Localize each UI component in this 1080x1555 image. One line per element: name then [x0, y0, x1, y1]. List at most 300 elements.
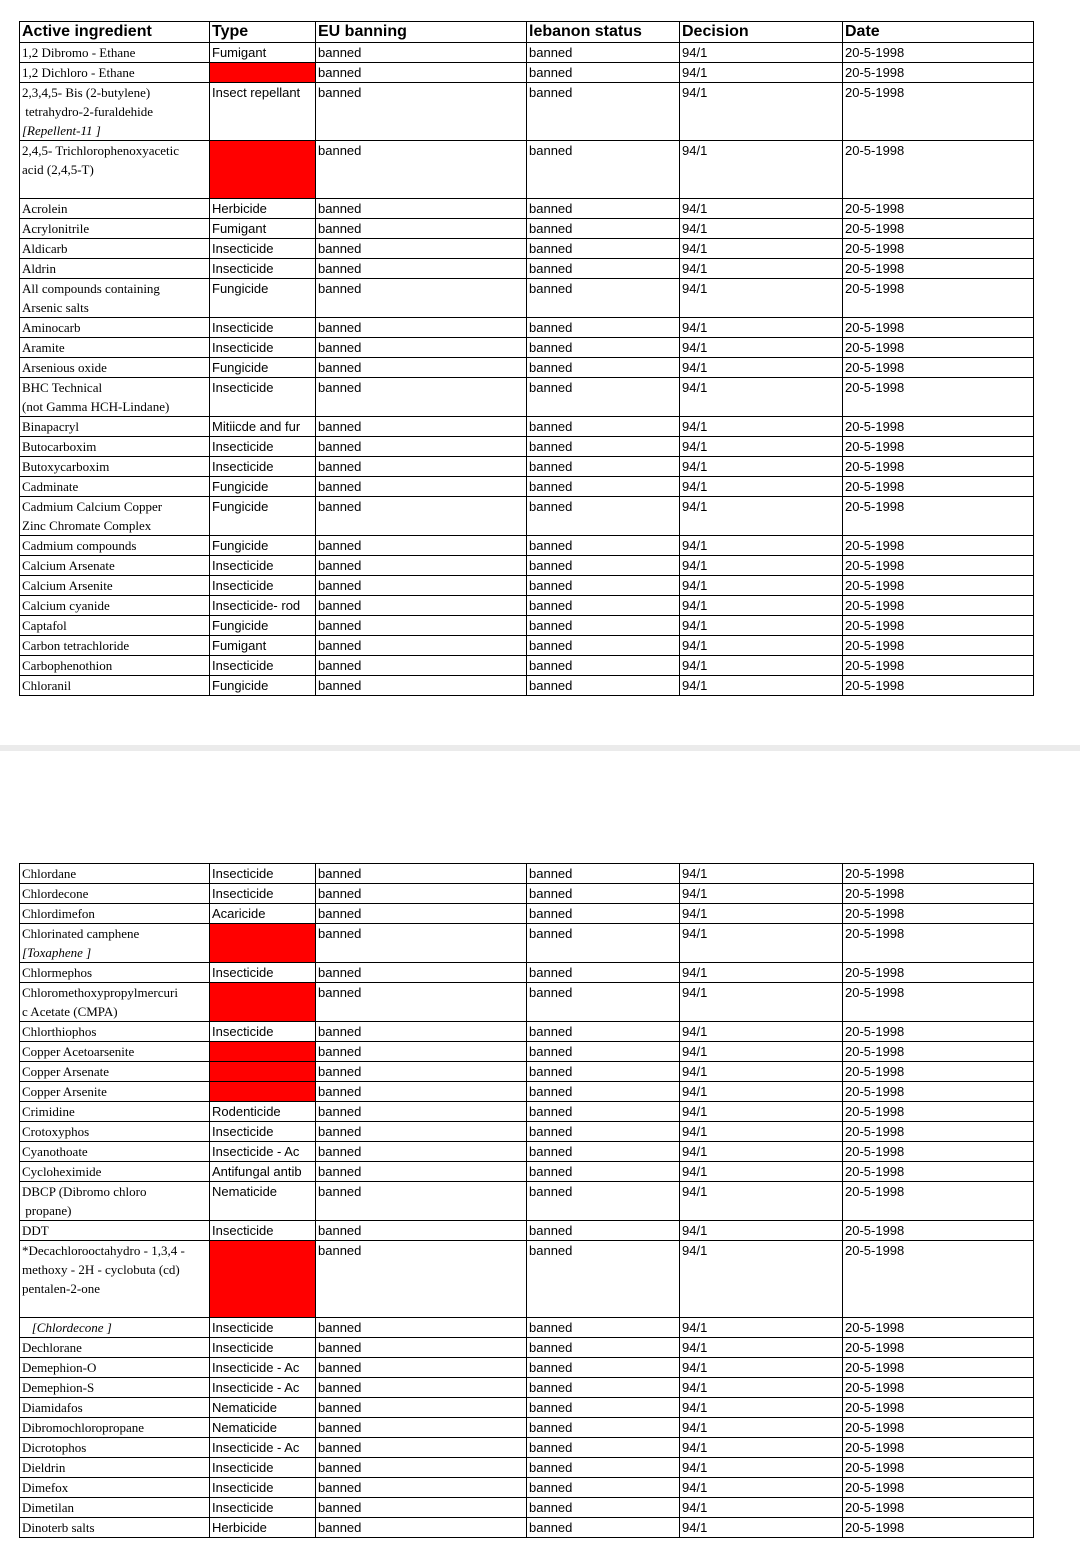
ingredient-line: Chlormephos — [22, 965, 93, 980]
cell-eu-banning: banned — [316, 43, 527, 63]
cell-date: 20-5-1998 — [843, 924, 1034, 963]
cell-date: 20-5-1998 — [843, 1438, 1034, 1458]
cell-eu-banning: banned — [316, 576, 527, 596]
cell-active-ingredient — [20, 864, 210, 884]
cell-eu-banning: banned — [316, 864, 527, 884]
cell-type: Mitiicde and fur — [210, 417, 316, 437]
table-row — [20, 358, 1034, 378]
cell-lebanon-status: banned — [527, 1338, 680, 1358]
table-row — [20, 1142, 1034, 1162]
cell-active-ingredient — [20, 636, 210, 656]
cell-type: Nematicide — [210, 1182, 316, 1221]
cell-type — [210, 1062, 316, 1082]
table-row — [20, 1082, 1034, 1102]
cell-lebanon-status: banned — [527, 1162, 680, 1182]
cell-type: Insecticide — [210, 884, 316, 904]
ingredient-line: Chloranil — [22, 678, 72, 693]
cell-type: Insecticide — [210, 457, 316, 477]
cell-eu-banning: banned — [316, 1062, 527, 1082]
ingredient-line: Aminocarb — [22, 320, 81, 335]
ingredient-line: Carbophenothion — [22, 658, 113, 673]
cell-active-ingredient — [20, 318, 210, 338]
cell-active-ingredient — [20, 378, 210, 417]
cell-lebanon-status: banned — [527, 884, 680, 904]
ingredient-line: Captafol — [22, 618, 67, 633]
cell-date: 20-5-1998 — [843, 141, 1034, 199]
table-row — [20, 437, 1034, 457]
cell-eu-banning: banned — [316, 1142, 527, 1162]
cell-date: 20-5-1998 — [843, 1398, 1034, 1418]
cell-decision: 94/1 — [680, 636, 843, 656]
ingredient-line: Dinoterb salts — [22, 1520, 95, 1535]
cell-decision: 94/1 — [680, 1162, 843, 1182]
cell-type: Insecticide — [210, 1318, 316, 1338]
cell-active-ingredient — [20, 1358, 210, 1378]
cell-decision: 94/1 — [680, 1022, 843, 1042]
cell-active-ingredient — [20, 259, 210, 279]
cell-eu-banning: banned — [316, 656, 527, 676]
cell-type: Fumigant — [210, 43, 316, 63]
cell-active-ingredient — [20, 676, 210, 696]
cell-decision: 94/1 — [680, 219, 843, 239]
cell-decision: 94/1 — [680, 1241, 843, 1318]
cell-type — [210, 924, 316, 963]
table-row — [20, 864, 1034, 884]
cell-active-ingredient — [20, 1438, 210, 1458]
cell-date: 20-5-1998 — [843, 656, 1034, 676]
cell-eu-banning: banned — [316, 83, 527, 141]
cell-eu-banning: banned — [316, 199, 527, 219]
cell-decision: 94/1 — [680, 1498, 843, 1518]
cell-date: 20-5-1998 — [843, 1378, 1034, 1398]
cell-active-ingredient — [20, 596, 210, 616]
ingredient-line: 1,2 Dichloro - Ethane — [22, 65, 135, 80]
header-date: Date — [843, 22, 1034, 43]
cell-date: 20-5-1998 — [843, 199, 1034, 219]
table-row — [20, 904, 1034, 924]
ingredient-line: Butocarboxim — [22, 439, 97, 454]
cell-date: 20-5-1998 — [843, 616, 1034, 636]
cell-type: Insecticide — [210, 1022, 316, 1042]
ingredient-line: Dieldrin — [22, 1460, 66, 1475]
cell-eu-banning: banned — [316, 1022, 527, 1042]
ingredient-line: Cycloheximide — [22, 1164, 102, 1179]
cell-decision: 94/1 — [680, 924, 843, 963]
ingredient-line: Aldrin — [22, 261, 56, 276]
cell-date: 20-5-1998 — [843, 1162, 1034, 1182]
cell-lebanon-status: banned — [527, 1102, 680, 1122]
cell-eu-banning: banned — [316, 1378, 527, 1398]
ingredient-line: Chlordimefon — [22, 906, 95, 921]
cell-decision: 94/1 — [680, 1182, 843, 1221]
cell-lebanon-status: banned — [527, 904, 680, 924]
cell-decision: 94/1 — [680, 1318, 843, 1338]
cell-decision: 94/1 — [680, 83, 843, 141]
cell-date: 20-5-1998 — [843, 1182, 1034, 1221]
cell-eu-banning: banned — [316, 477, 527, 497]
cell-decision: 94/1 — [680, 864, 843, 884]
cell-eu-banning: banned — [316, 358, 527, 378]
cell-eu-banning: banned — [316, 417, 527, 437]
cell-type: Fungicide — [210, 358, 316, 378]
cell-lebanon-status: banned — [527, 1221, 680, 1241]
cell-eu-banning: banned — [316, 676, 527, 696]
cell-lebanon-status: banned — [527, 536, 680, 556]
ingredient-line: Copper Arsenate — [22, 1064, 110, 1079]
cell-active-ingredient — [20, 338, 210, 358]
ingredient-line: 2,4,5- Trichlorophenoxyacetic — [22, 143, 180, 158]
cell-decision: 94/1 — [680, 437, 843, 457]
cell-date: 20-5-1998 — [843, 358, 1034, 378]
table-row — [20, 1062, 1034, 1082]
cell-type: Insecticide — [210, 259, 316, 279]
cell-date: 20-5-1998 — [843, 1518, 1034, 1538]
cell-decision: 94/1 — [680, 904, 843, 924]
header-lebanon-status: lebanon status — [527, 22, 680, 43]
cell-date: 20-5-1998 — [843, 437, 1034, 457]
cell-type: Insecticide - Ac — [210, 1438, 316, 1458]
cell-date: 20-5-1998 — [843, 378, 1034, 417]
cell-active-ingredient — [20, 1042, 210, 1062]
table-row — [20, 1241, 1034, 1318]
cell-lebanon-status: banned — [527, 497, 680, 536]
table-row — [20, 43, 1034, 63]
table-row — [20, 1122, 1034, 1142]
table-row — [20, 963, 1034, 983]
table-row — [20, 497, 1034, 536]
cell-active-ingredient — [20, 1418, 210, 1438]
cell-active-ingredient — [20, 1458, 210, 1478]
cell-lebanon-status: banned — [527, 924, 680, 963]
cell-lebanon-status: banned — [527, 1042, 680, 1062]
cell-eu-banning: banned — [316, 1338, 527, 1358]
cell-date: 20-5-1998 — [843, 1122, 1034, 1142]
cell-decision: 94/1 — [680, 1438, 843, 1458]
cell-type: Insecticide — [210, 576, 316, 596]
table-row — [20, 279, 1034, 318]
cell-active-ingredient — [20, 457, 210, 477]
ingredient-line: [Chlordecone ] — [22, 1320, 112, 1335]
cell-eu-banning: banned — [316, 497, 527, 536]
table-row — [20, 83, 1034, 141]
cell-lebanon-status: banned — [527, 199, 680, 219]
cell-eu-banning: banned — [316, 1418, 527, 1438]
cell-date: 20-5-1998 — [843, 1082, 1034, 1102]
ingredient-line: Demephion-O — [22, 1360, 97, 1375]
cell-active-ingredient — [20, 1241, 210, 1318]
cell-date: 20-5-1998 — [843, 1241, 1034, 1318]
cell-active-ingredient — [20, 1122, 210, 1142]
cell-active-ingredient — [20, 219, 210, 239]
cell-lebanon-status: banned — [527, 1241, 680, 1318]
table-row — [20, 576, 1034, 596]
cell-lebanon-status: banned — [527, 576, 680, 596]
cell-eu-banning: banned — [316, 1518, 527, 1538]
ingredient-line: propane) — [22, 1203, 72, 1218]
pesticide-table-page-1 — [19, 21, 1034, 696]
ingredient-line: Dibromochloropropane — [22, 1420, 145, 1435]
cell-decision: 94/1 — [680, 378, 843, 417]
cell-date: 20-5-1998 — [843, 43, 1034, 63]
cell-lebanon-status: banned — [527, 1182, 680, 1221]
ingredient-line: Arsenic salts — [22, 300, 89, 315]
cell-type: Insecticide — [210, 1221, 316, 1241]
cell-type: Insecticide — [210, 1122, 316, 1142]
ingredient-line: (not Gamma HCH-Lindane) — [22, 399, 170, 414]
ingredient-line: Chlorinated camphene — [22, 926, 140, 941]
cell-date: 20-5-1998 — [843, 676, 1034, 696]
cell-decision: 94/1 — [680, 884, 843, 904]
cell-date: 20-5-1998 — [843, 239, 1034, 259]
cell-date: 20-5-1998 — [843, 1022, 1034, 1042]
pesticide-table-page-2 — [19, 863, 1034, 1538]
table-row — [20, 596, 1034, 616]
cell-lebanon-status: banned — [527, 338, 680, 358]
cell-type — [210, 983, 316, 1022]
cell-date: 20-5-1998 — [843, 636, 1034, 656]
table-row — [20, 1438, 1034, 1458]
cell-date: 20-5-1998 — [843, 417, 1034, 437]
cell-lebanon-status: banned — [527, 1022, 680, 1042]
ingredient-line: Dechlorane — [22, 1340, 82, 1355]
cell-date: 20-5-1998 — [843, 1498, 1034, 1518]
cell-active-ingredient — [20, 239, 210, 259]
ingredient-line: Demephion-S — [22, 1380, 95, 1395]
cell-eu-banning: banned — [316, 63, 527, 83]
cell-active-ingredient — [20, 1318, 210, 1338]
cell-type: Fungicide — [210, 616, 316, 636]
cell-active-ingredient — [20, 1082, 210, 1102]
cell-eu-banning: banned — [316, 457, 527, 477]
ingredient-line: Dicrotophos — [22, 1440, 87, 1455]
cell-lebanon-status: banned — [527, 1398, 680, 1418]
cell-type: Fumigant — [210, 219, 316, 239]
cell-type: Insecticide — [210, 1498, 316, 1518]
cell-type: Fungicide — [210, 676, 316, 696]
cell-eu-banning: banned — [316, 616, 527, 636]
cell-type: Insecticide — [210, 556, 316, 576]
ingredient-line: Acrolein — [22, 201, 68, 216]
cell-type: Herbicide — [210, 1518, 316, 1538]
cell-active-ingredient — [20, 1378, 210, 1398]
table-row — [20, 1478, 1034, 1498]
cell-eu-banning: banned — [316, 1478, 527, 1498]
cell-eu-banning: banned — [316, 1438, 527, 1458]
table-row — [20, 636, 1034, 656]
cell-lebanon-status: banned — [527, 1062, 680, 1082]
ingredient-line: Cadmium compounds — [22, 538, 137, 553]
cell-decision: 94/1 — [680, 656, 843, 676]
table-row — [20, 338, 1034, 358]
cell-lebanon-status: banned — [527, 1358, 680, 1378]
cell-eu-banning: banned — [316, 1162, 527, 1182]
cell-active-ingredient — [20, 199, 210, 219]
cell-date: 20-5-1998 — [843, 1142, 1034, 1162]
ingredient-line: Chlordecone — [22, 886, 89, 901]
table-row — [20, 219, 1034, 239]
ingredient-line: [Repellent-11 ] — [22, 123, 101, 138]
cell-decision: 94/1 — [680, 1378, 843, 1398]
cell-eu-banning: banned — [316, 1221, 527, 1241]
cell-lebanon-status: banned — [527, 1318, 680, 1338]
cell-date: 20-5-1998 — [843, 983, 1034, 1022]
cell-type: Insecticide — [210, 1478, 316, 1498]
cell-lebanon-status: banned — [527, 676, 680, 696]
cell-date: 20-5-1998 — [843, 1458, 1034, 1478]
cell-eu-banning: banned — [316, 378, 527, 417]
cell-active-ingredient — [20, 983, 210, 1022]
cell-lebanon-status: banned — [527, 43, 680, 63]
ingredient-line: Cadminate — [22, 479, 79, 494]
cell-type: Insecticide — [210, 864, 316, 884]
cell-date: 20-5-1998 — [843, 1102, 1034, 1122]
cell-date: 20-5-1998 — [843, 477, 1034, 497]
ingredient-line: Calcium Arsenite — [22, 578, 113, 593]
cell-eu-banning: banned — [316, 904, 527, 924]
cell-date: 20-5-1998 — [843, 63, 1034, 83]
cell-decision: 94/1 — [680, 1518, 843, 1538]
cell-eu-banning: banned — [316, 1398, 527, 1418]
cell-type: Insecticide — [210, 1458, 316, 1478]
spreadsheet-page-1 — [0, 0, 1080, 745]
header-decision: Decision — [680, 22, 843, 43]
cell-decision: 94/1 — [680, 318, 843, 338]
cell-lebanon-status: banned — [527, 596, 680, 616]
cell-type: Insect repellant — [210, 83, 316, 141]
cell-date: 20-5-1998 — [843, 1418, 1034, 1438]
cell-decision: 94/1 — [680, 1082, 843, 1102]
cell-eu-banning: banned — [316, 1182, 527, 1221]
cell-decision: 94/1 — [680, 1122, 843, 1142]
table-row — [20, 1102, 1034, 1122]
ingredient-line: 1,2 Dibromo - Ethane — [22, 45, 136, 60]
ingredient-line: DDT — [22, 1223, 49, 1238]
cell-lebanon-status: banned — [527, 1498, 680, 1518]
table-row — [20, 378, 1034, 417]
cell-lebanon-status: banned — [527, 636, 680, 656]
cell-decision: 94/1 — [680, 477, 843, 497]
cell-eu-banning: banned — [316, 1458, 527, 1478]
table-row — [20, 676, 1034, 696]
header-row — [20, 22, 1034, 43]
cell-active-ingredient — [20, 616, 210, 636]
cell-decision: 94/1 — [680, 1221, 843, 1241]
header-eu-banning: EU banning — [316, 22, 527, 43]
cell-date: 20-5-1998 — [843, 536, 1034, 556]
ingredient-line: Butoxycarboxim — [22, 459, 110, 474]
cell-eu-banning: banned — [316, 536, 527, 556]
cell-decision: 94/1 — [680, 497, 843, 536]
table-row — [20, 1518, 1034, 1538]
cell-decision: 94/1 — [680, 983, 843, 1022]
cell-active-ingredient — [20, 437, 210, 457]
table-row — [20, 616, 1034, 636]
cell-eu-banning: banned — [316, 437, 527, 457]
table-row — [20, 239, 1034, 259]
cell-eu-banning: banned — [316, 239, 527, 259]
cell-lebanon-status: banned — [527, 259, 680, 279]
table-row — [20, 259, 1034, 279]
cell-decision: 94/1 — [680, 417, 843, 437]
ingredient-line: acid (2,4,5-T) — [22, 162, 94, 177]
ingredient-line: Crimidine — [22, 1104, 75, 1119]
cell-type — [210, 1241, 316, 1318]
cell-lebanon-status: banned — [527, 417, 680, 437]
ingredient-line: tetrahydro-2-furaldehide — [22, 104, 154, 119]
ingredient-line: 2,3,4,5- Bis (2-butylene) — [22, 85, 151, 100]
ingredient-line: Acrylonitrile — [22, 221, 90, 236]
cell-lebanon-status: banned — [527, 1142, 680, 1162]
cell-date: 20-5-1998 — [843, 884, 1034, 904]
ingredient-line: Copper Acetoarsenite — [22, 1044, 135, 1059]
ingredient-line: c Acetate (CMPA) — [22, 1004, 118, 1019]
cell-eu-banning: banned — [316, 636, 527, 656]
cell-type — [210, 1042, 316, 1062]
table-row — [20, 556, 1034, 576]
cell-eu-banning: banned — [316, 924, 527, 963]
cell-eu-banning: banned — [316, 1358, 527, 1378]
cell-type — [210, 1082, 316, 1102]
cell-active-ingredient — [20, 141, 210, 199]
cell-eu-banning: banned — [316, 219, 527, 239]
cell-active-ingredient — [20, 1398, 210, 1418]
cell-type: Fungicide — [210, 279, 316, 318]
cell-decision: 94/1 — [680, 556, 843, 576]
cell-active-ingredient — [20, 1062, 210, 1082]
cell-lebanon-status: banned — [527, 318, 680, 338]
cell-decision: 94/1 — [680, 141, 843, 199]
cell-lebanon-status: banned — [527, 1458, 680, 1478]
cell-decision: 94/1 — [680, 358, 843, 378]
cell-active-ingredient — [20, 556, 210, 576]
cell-date: 20-5-1998 — [843, 318, 1034, 338]
cell-eu-banning: banned — [316, 259, 527, 279]
cell-eu-banning: banned — [316, 1498, 527, 1518]
cell-active-ingredient — [20, 279, 210, 318]
table-row — [20, 1378, 1034, 1398]
cell-lebanon-status: banned — [527, 358, 680, 378]
ingredient-line: Calcium cyanide — [22, 598, 110, 613]
cell-active-ingredient — [20, 576, 210, 596]
cell-eu-banning: banned — [316, 983, 527, 1022]
cell-decision: 94/1 — [680, 576, 843, 596]
cell-date: 20-5-1998 — [843, 83, 1034, 141]
table-row — [20, 1458, 1034, 1478]
cell-lebanon-status: banned — [527, 1122, 680, 1142]
ingredient-line: *Decachlorooctahydro - 1,3,4 - — [22, 1243, 185, 1258]
cell-type: Fungicide — [210, 536, 316, 556]
table-row — [20, 477, 1034, 497]
cell-active-ingredient — [20, 1142, 210, 1162]
cell-lebanon-status: banned — [527, 1418, 680, 1438]
cell-lebanon-status: banned — [527, 83, 680, 141]
cell-eu-banning: banned — [316, 884, 527, 904]
cell-date: 20-5-1998 — [843, 1338, 1034, 1358]
cell-decision: 94/1 — [680, 199, 843, 219]
cell-decision: 94/1 — [680, 259, 843, 279]
cell-lebanon-status: banned — [527, 1378, 680, 1398]
ingredient-line: Dimefox — [22, 1480, 69, 1495]
cell-decision: 94/1 — [680, 1478, 843, 1498]
cell-date: 20-5-1998 — [843, 904, 1034, 924]
cell-lebanon-status: banned — [527, 963, 680, 983]
cell-type: Antifungal antib — [210, 1162, 316, 1182]
cell-lebanon-status: banned — [527, 1082, 680, 1102]
ingredient-line: All compounds containing — [22, 281, 160, 296]
cell-active-ingredient — [20, 63, 210, 83]
ingredient-line: Chlordane — [22, 866, 77, 881]
cell-decision: 94/1 — [680, 63, 843, 83]
